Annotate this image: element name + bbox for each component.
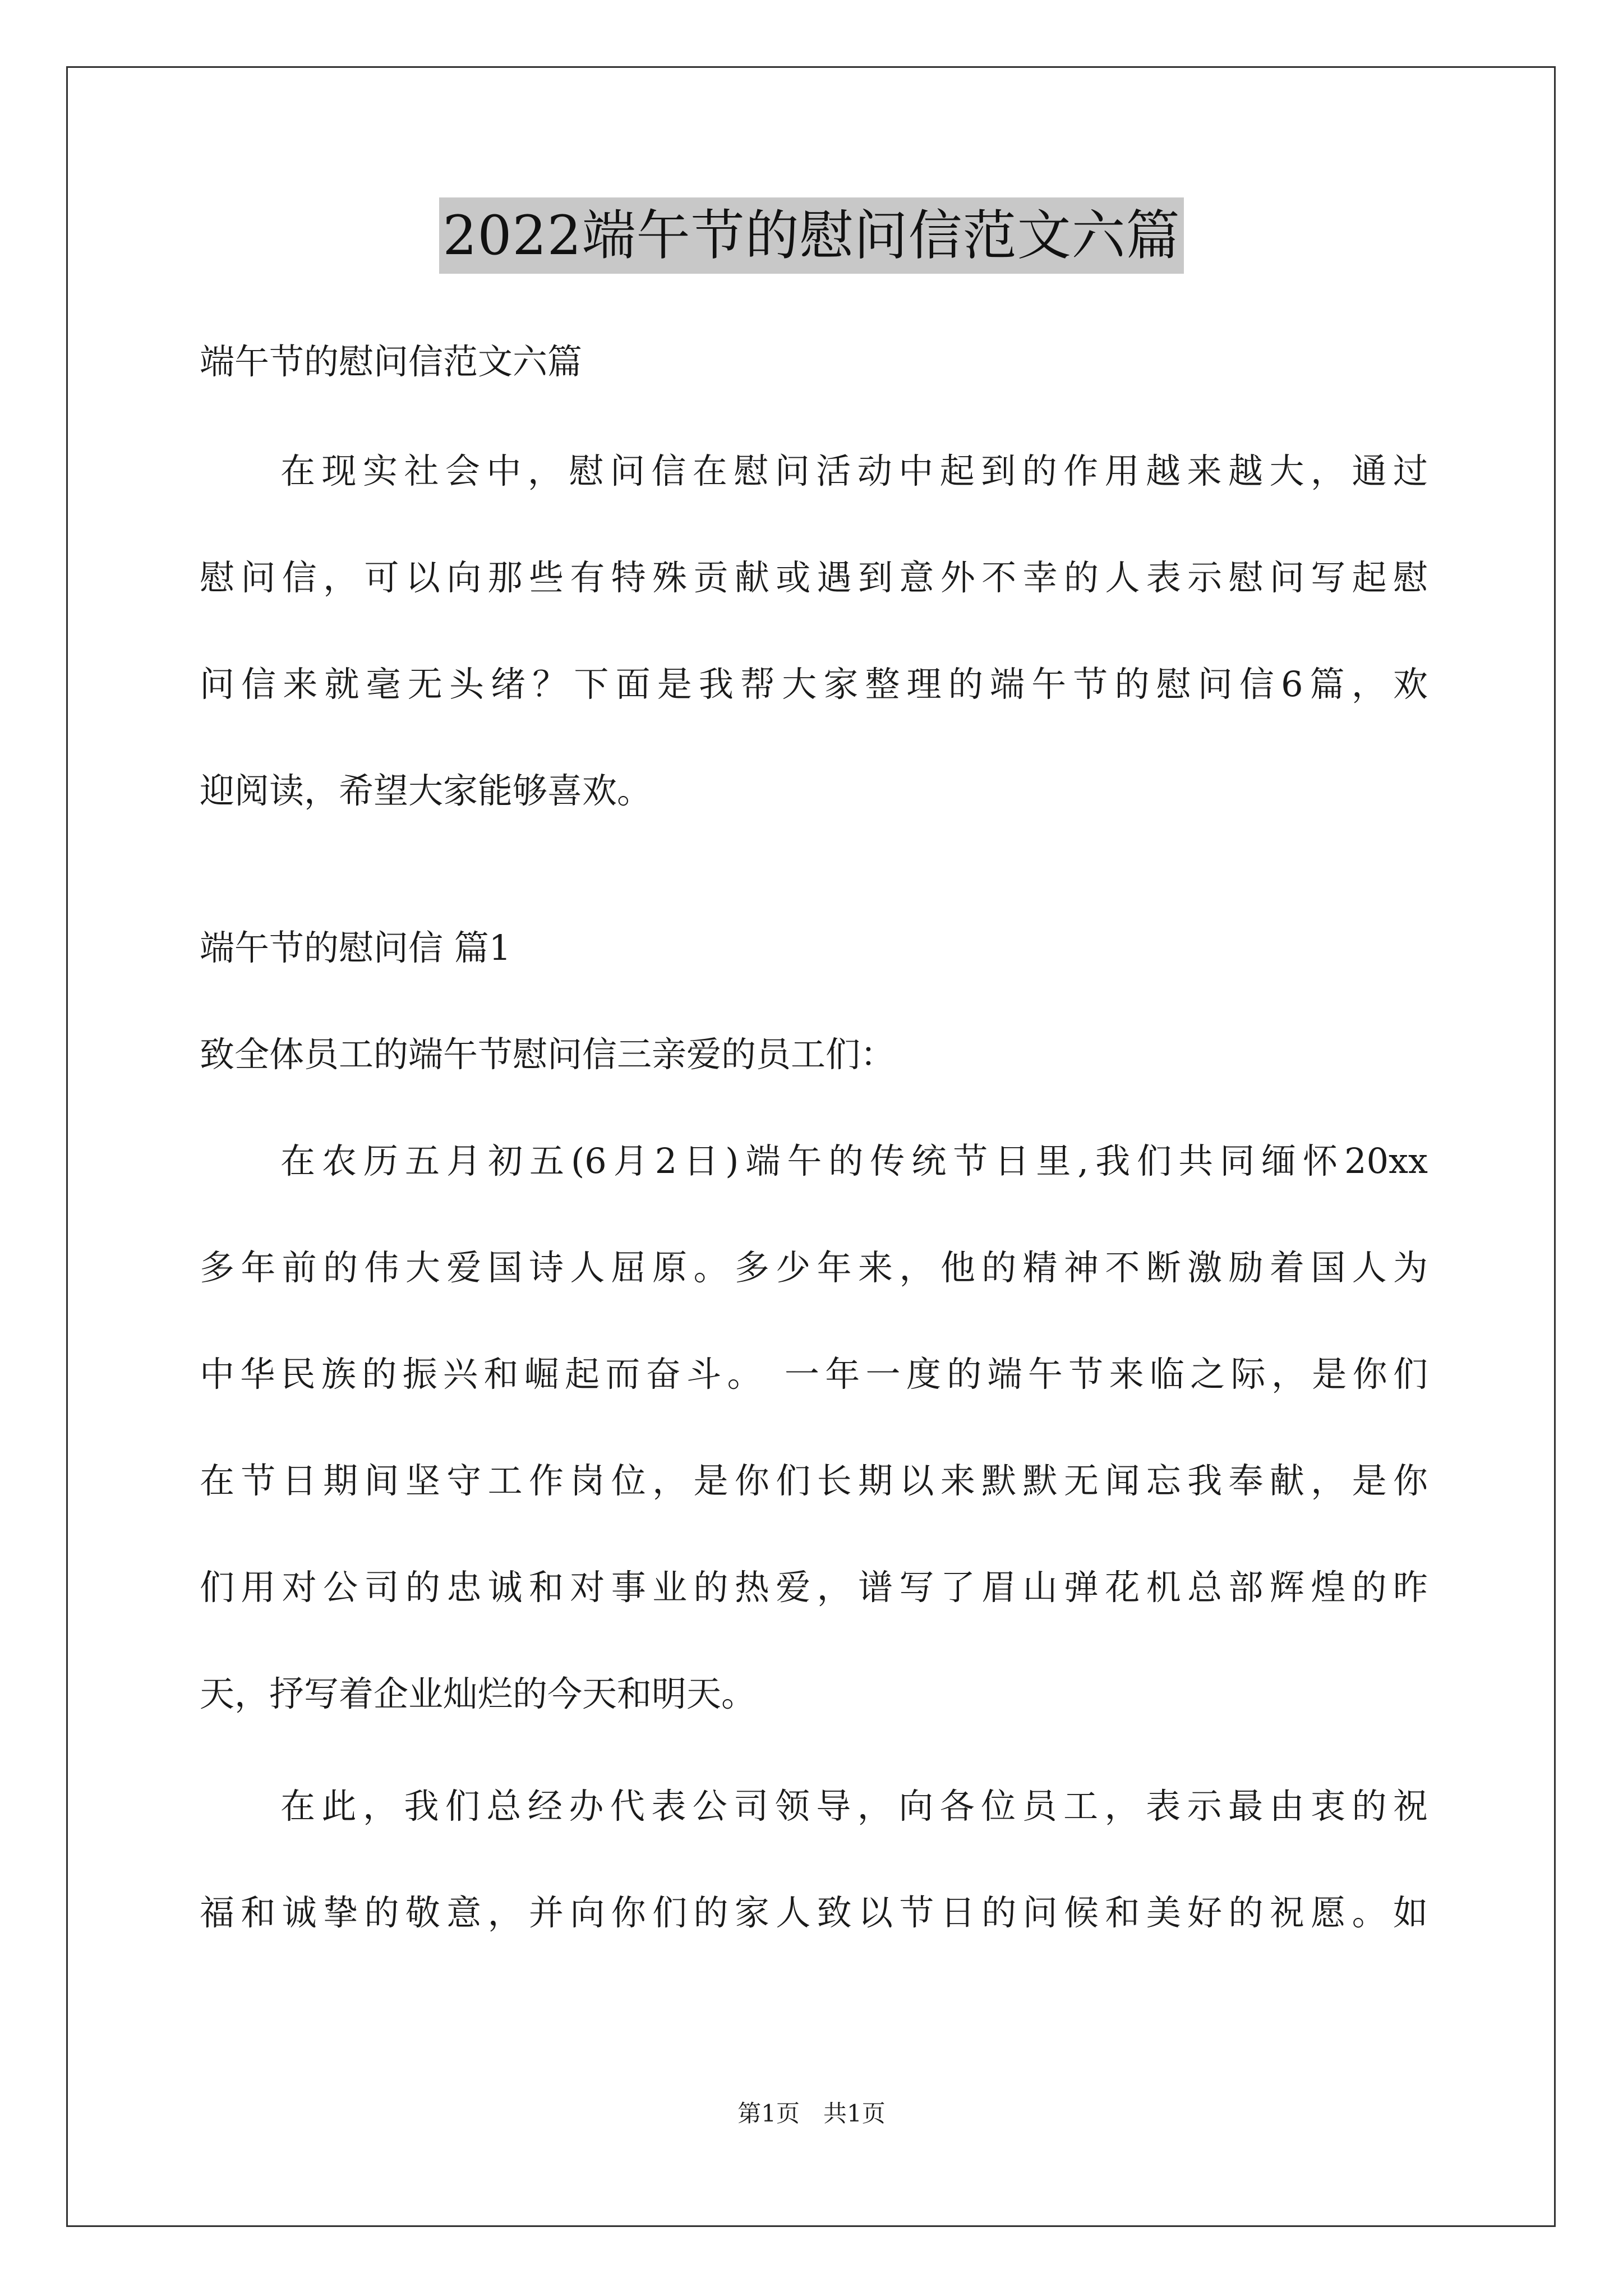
para1-line-6: 天，抒写着企业灿烂的今天和明天。 — [200, 1673, 757, 1714]
intro-line-4: 迎阅读，希望大家能够喜欢。 — [200, 770, 652, 811]
intro-line-3: 问信来就毫无头绪？下面是我帮大家整理的端午节的慰问信6篇，欢 — [200, 664, 1428, 705]
section-heading: 端午节的慰问信 篇1 — [200, 927, 511, 968]
para1-line-1: 在农历五月初五(6月2日)端午的传统节日里,我们共同缅怀20xx — [280, 1140, 1428, 1181]
intro-line-2: 慰问信，可以向那些有特殊贡献或遇到意外不幸的人表示慰问写起慰 — [200, 557, 1428, 598]
para1-line-4: 在节日期间坚守工作岗位，是你们长期以来默默无闻忘我奉献，是你 — [200, 1460, 1428, 1501]
intro-line-1: 在现实社会中，慰问信在慰问活动中起到的作用越来越大，通过 — [280, 450, 1428, 491]
para1-line-3: 中华民族的振兴和崛起而奋斗。 一年一度的端午节来临之际，是你们 — [200, 1354, 1428, 1395]
salutation: 致全体员工的端午节慰问信三亲爱的员工们： — [200, 1034, 896, 1075]
para2-line-2: 福和诚挚的敬意，并向你们的家人致以节日的问候和美好的祝愿。如 — [200, 1892, 1428, 1933]
document-title: 2022端午节的慰问信范文六篇 — [439, 197, 1183, 274]
para1-line-2: 多年前的伟大爱国诗人屈原。多少年来，他的精神不断激励着国人为 — [200, 1247, 1428, 1288]
page-footer: 第1页 共1页 — [737, 2100, 886, 2127]
document-subtitle: 端午节的慰问信范文六篇 — [200, 341, 583, 382]
para2-line-1: 在此，我们总经办代表公司领导，向各位员工，表示最由衷的祝 — [280, 1786, 1428, 1826]
para1-line-5: 们用对公司的忠诚和对事业的热爱，谱写了眉山弹花机总部辉煌的昨 — [200, 1567, 1428, 1608]
title-container — [0, 197, 1623, 274]
